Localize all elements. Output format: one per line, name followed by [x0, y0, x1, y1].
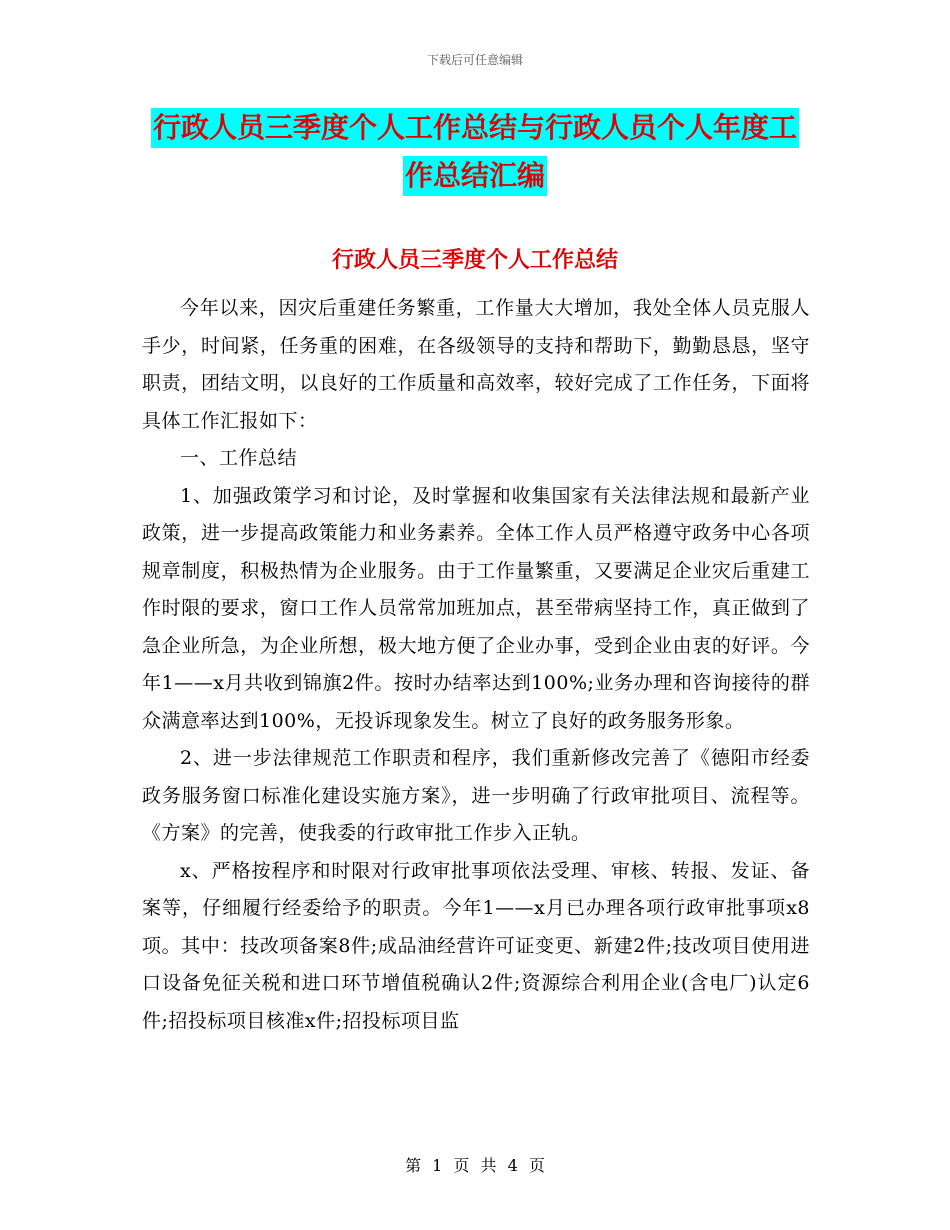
- body-paragraph-2: 2、进一步法律规范工作职责和程序，我们重新修改完善了《德阳市经委政务服务窗口标准化建设实施方案》，进一步明确了行政审批项目、流程等。《方案》的完善，使我委的行政审批工作步入正轨。: [142, 747, 810, 844]
- document-title-line-1: 行政人员三季度个人工作总结与行政人员个人年度工: [151, 108, 799, 148]
- document-title-line-2: 作总结汇编: [403, 156, 547, 196]
- body-paragraph-intro: 今年以来，因灾后重建任务繁重，工作量大大增加，我处全体人员克服人手少，时间紧，任务重的困难，在各级领导的支持和帮助下，勤勤恳恳，坚守职责，团结文明，以良好的工作质量和高效率，较好完成了工作任务，下面将具体工作汇报如下：: [142, 297, 810, 432]
- section-heading: 行政人员三季度个人工作总结: [331, 247, 618, 273]
- body-paragraph-3: x、严格按程序和时限对行政审批事项依法受理、审核、转报、发证、备案等，仔细履行经委给予的职责。今年1——x月已办理各项行政审批事项x8项。其中：技改项备案8件;成品油经营许可证变更、新建2件;技改项目使用进口设备免征关税和进口环节增值税确认2件;资源综合利用企业(含电厂)认定6件;招投标项目核准x件;招投标项目监: [142, 859, 810, 1032]
- page-header-note: 下载后可任意编辑: [426, 53, 523, 67]
- document-title: [0, 108, 950, 204]
- body-paragraph-1: 1、加强政策学习和讨论，及时掌握和收集国家有关法律法规和最新产业政策，进一步提高政策能力和业务素养。全体工作人员严格遵守政务中心各项规章制度，积极热情为企业服务。由于工作量繁重，又要满足企业灾后重建工作时限的要求，窗口工作人员常常加班加点，甚至带病坚持工作，真正做到了急企业所急，为企业所想，极大地方便了企业办事，受到企业由衷的好评。今年1——x月共收到锦旗2件。按时办结率达到100%;业务办理和咨询接待的群众满意率达到100%，无投诉现象发生。树立了良好的政务服务形象。: [142, 484, 810, 732]
- page-number: 第 1 页 共 4 页: [405, 1156, 545, 1175]
- body-heading-work-summary: 一、工作总结: [180, 447, 298, 469]
- document-body: [142, 290, 810, 1040]
